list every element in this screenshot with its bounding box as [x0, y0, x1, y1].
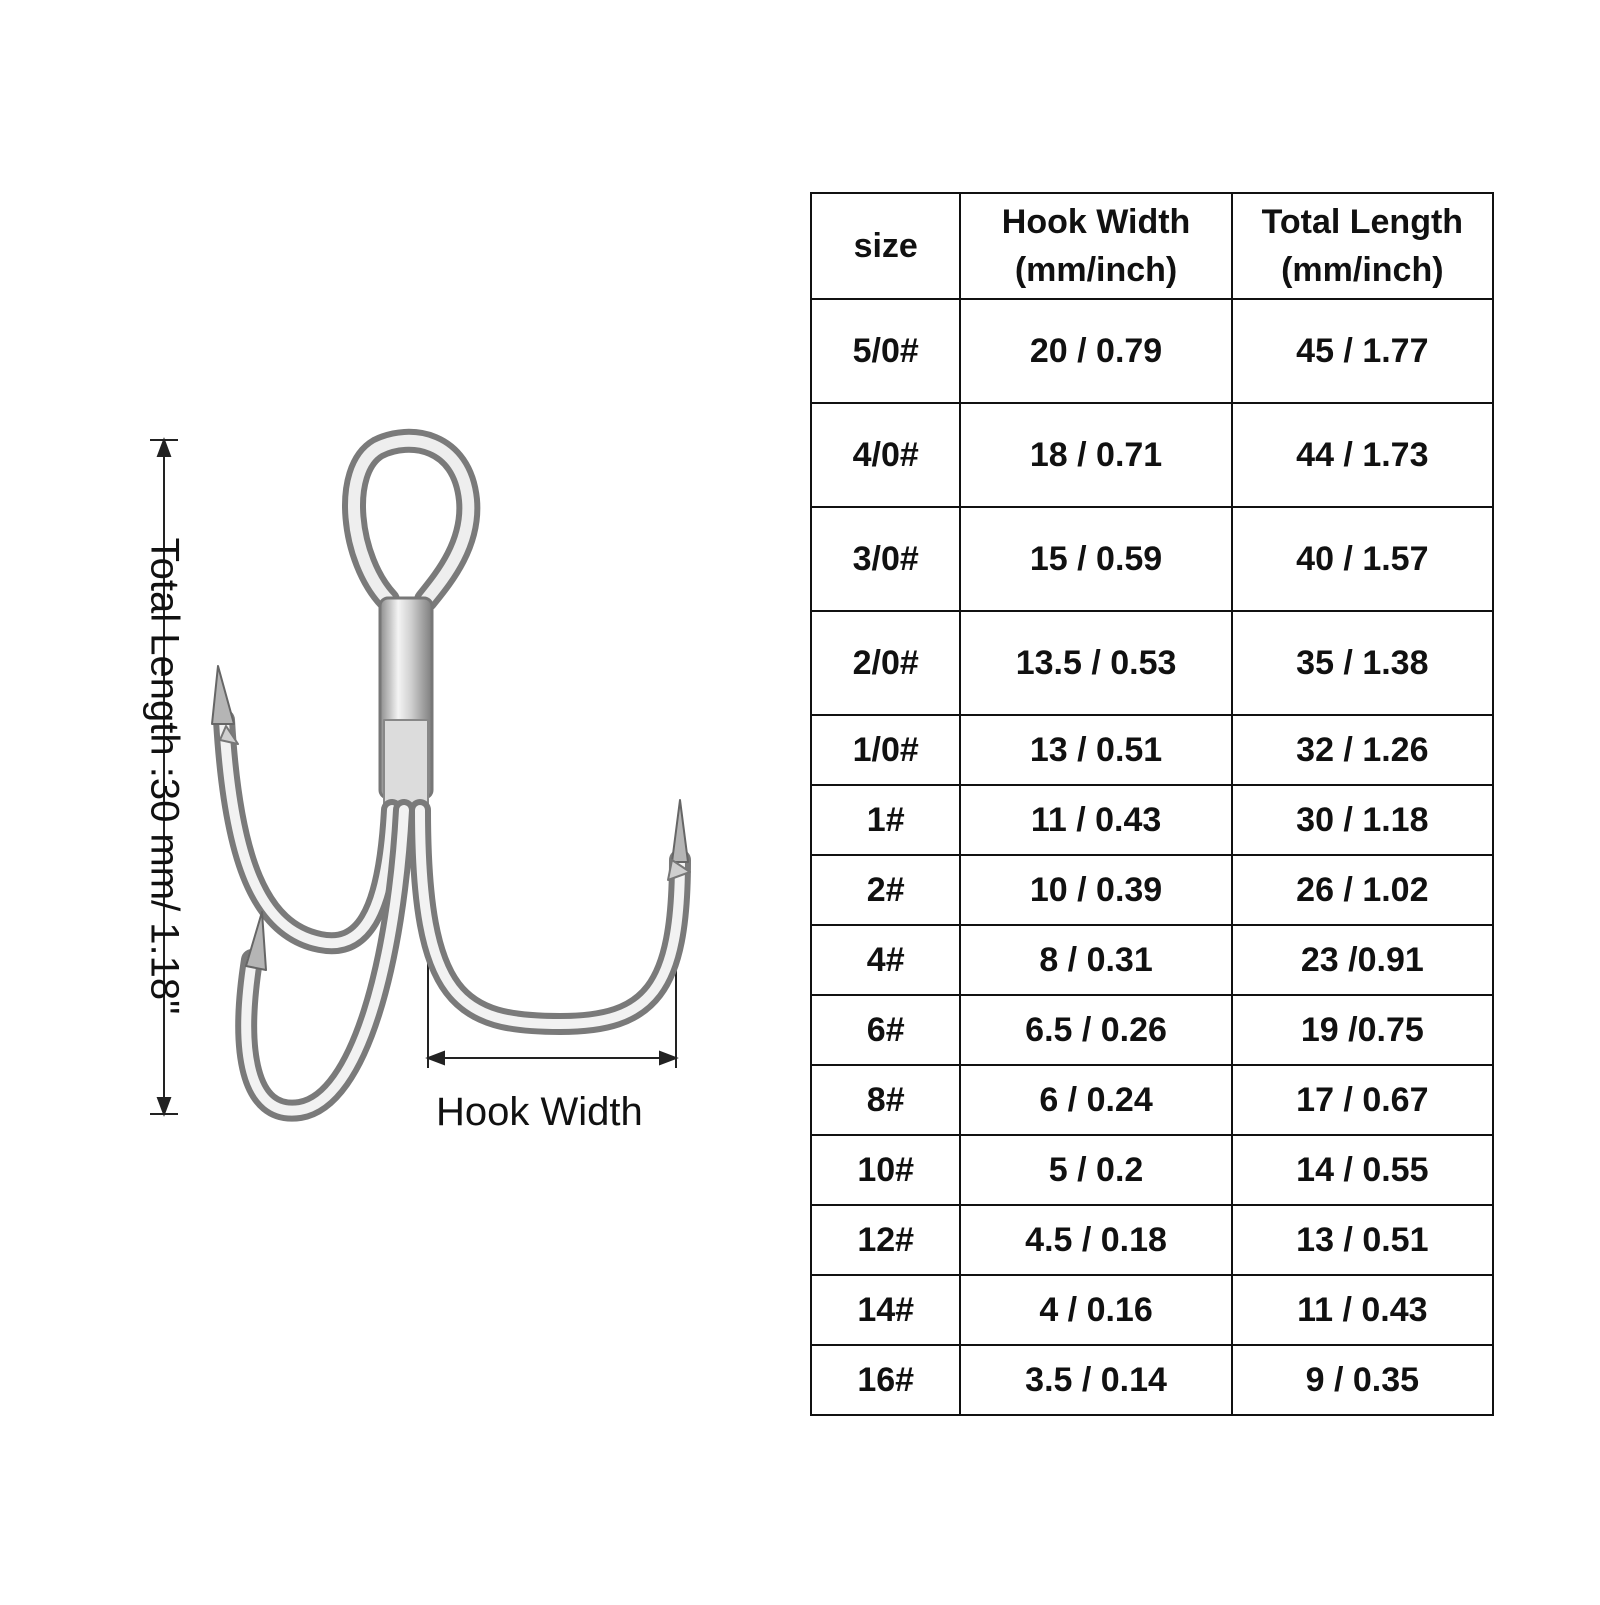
- cell-size: 2#: [811, 855, 960, 925]
- size-table: [810, 192, 1494, 1416]
- cell-total-length: 35 / 1.38: [1232, 611, 1493, 715]
- cell-size: 5/0#: [811, 299, 960, 403]
- table-row: [811, 403, 1493, 507]
- table-row: [811, 785, 1493, 855]
- table-row: [811, 855, 1493, 925]
- table-row: [811, 715, 1493, 785]
- table-row: [811, 1275, 1493, 1345]
- cell-total-length: 9 / 0.35: [1232, 1345, 1493, 1415]
- header-hook-width: Hook Width (mm/inch): [960, 193, 1231, 299]
- cell-hook-width: 13.5 / 0.53: [960, 611, 1231, 715]
- cell-total-length: 26 / 1.02: [1232, 855, 1493, 925]
- table-row: [811, 1345, 1493, 1415]
- cell-size: 1/0#: [811, 715, 960, 785]
- table-row: [811, 925, 1493, 995]
- total-length-label: Total Length :30 mm/ 1.18": [142, 537, 187, 1015]
- cell-size: 12#: [811, 1205, 960, 1275]
- hook-width-dimension-line: [428, 880, 676, 1068]
- cell-hook-width: 5 / 0.2: [960, 1135, 1231, 1205]
- cell-total-length: 40 / 1.57: [1232, 507, 1493, 611]
- treble-hook-drawing: [212, 441, 690, 1111]
- table-row: [811, 1135, 1493, 1205]
- cell-total-length: 14 / 0.55: [1232, 1135, 1493, 1205]
- cell-hook-width: 18 / 0.71: [960, 403, 1231, 507]
- table-row: [811, 611, 1493, 715]
- header-total-length: Total Length (mm/inch): [1232, 193, 1493, 299]
- hook-figure: [0, 0, 800, 1600]
- cell-size: 4#: [811, 925, 960, 995]
- table-row: [811, 1065, 1493, 1135]
- cell-hook-width: 6 / 0.24: [960, 1065, 1231, 1135]
- cell-hook-width: 20 / 0.79: [960, 299, 1231, 403]
- cell-hook-width: 10 / 0.39: [960, 855, 1231, 925]
- cell-hook-width: 13 / 0.51: [960, 715, 1231, 785]
- cell-total-length: 11 / 0.43: [1232, 1275, 1493, 1345]
- cell-size: 4/0#: [811, 403, 960, 507]
- cell-hook-width: 11 / 0.43: [960, 785, 1231, 855]
- cell-hook-width: 3.5 / 0.14: [960, 1345, 1231, 1415]
- header-size: size: [811, 193, 960, 299]
- cell-hook-width: 6.5 / 0.26: [960, 995, 1231, 1065]
- cell-total-length: 23 /0.91: [1232, 925, 1493, 995]
- cell-size: 16#: [811, 1345, 960, 1415]
- cell-total-length: 19 /0.75: [1232, 995, 1493, 1065]
- treble-hook-icon: [0, 0, 800, 1600]
- cell-hook-width: 4.5 / 0.18: [960, 1205, 1231, 1275]
- cell-total-length: 44 / 1.73: [1232, 403, 1493, 507]
- size-table-body: [811, 299, 1493, 1415]
- cell-hook-width: 8 / 0.31: [960, 925, 1231, 995]
- cell-size: 8#: [811, 1065, 960, 1135]
- cell-size: 2/0#: [811, 611, 960, 715]
- table-row: [811, 507, 1493, 611]
- cell-total-length: 32 / 1.26: [1232, 715, 1493, 785]
- size-table-header: [811, 193, 1493, 299]
- table-row: [811, 995, 1493, 1065]
- table-row: [811, 299, 1493, 403]
- cell-total-length: 17 / 0.67: [1232, 1065, 1493, 1135]
- hook-width-label: Hook Width: [436, 1090, 643, 1134]
- cell-size: 3/0#: [811, 507, 960, 611]
- table-row: [811, 1205, 1493, 1275]
- cell-size: 14#: [811, 1275, 960, 1345]
- cell-hook-width: 15 / 0.59: [960, 507, 1231, 611]
- cell-total-length: 13 / 0.51: [1232, 1205, 1493, 1275]
- cell-size: 6#: [811, 995, 960, 1065]
- cell-size: 10#: [811, 1135, 960, 1205]
- cell-total-length: 30 / 1.18: [1232, 785, 1493, 855]
- cell-size: 1#: [811, 785, 960, 855]
- cell-hook-width: 4 / 0.16: [960, 1275, 1231, 1345]
- cell-total-length: 45 / 1.77: [1232, 299, 1493, 403]
